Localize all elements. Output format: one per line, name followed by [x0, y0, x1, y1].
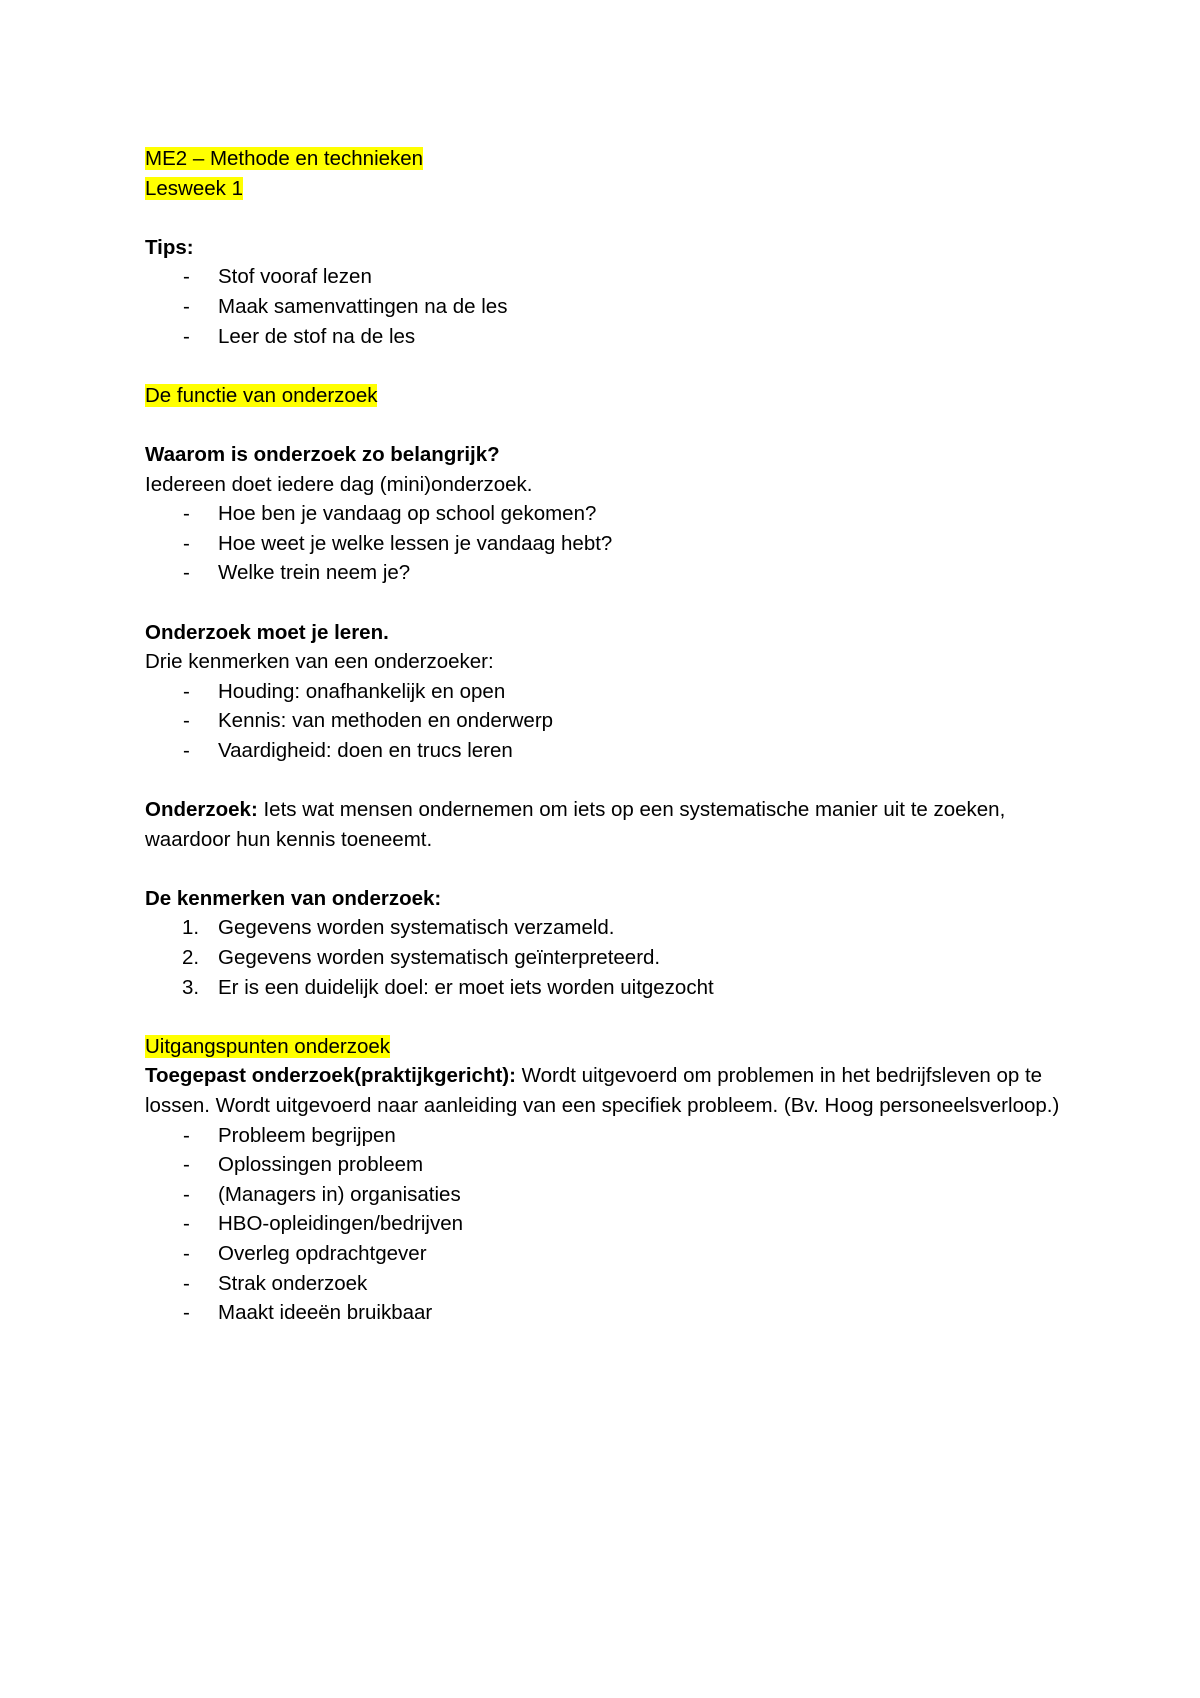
list-number: 3.: [182, 975, 200, 999]
list-item: - Leer de stof na de les: [145, 322, 1075, 352]
list-item: 3. Er is een duidelijk doel: er moet iets worden uitgezocht: [145, 973, 1075, 1003]
characteristics-list: [145, 913, 1075, 1002]
question-heading: Waarom is onderzoek zo belangrijk?: [145, 442, 500, 466]
researcher-traits-list: [145, 677, 1075, 766]
definition-text: Iets wat mensen ondernemen om iets op een systematische manier uit te zoeken, waardoor hun kennis toeneemt.: [145, 798, 1006, 851]
document-subtitle: Lesweek 1: [145, 176, 244, 200]
definition-term: Onderzoek:: [145, 798, 258, 822]
learn-heading: Onderzoek moet je leren.: [145, 620, 389, 644]
list-item: - Hoe weet je welke lessen je vandaag hebt?: [145, 529, 1075, 559]
list-item: - Probleem begrijpen: [145, 1121, 1075, 1151]
section-heading: Uitgangspunten onderzoek: [145, 1034, 391, 1058]
list-item: - Maakt ideeën bruikbaar: [145, 1298, 1075, 1328]
list-item: - HBO-opleidingen/bedrijven: [145, 1209, 1075, 1239]
list-item: - Houding: onafhankelijk en open: [145, 677, 1075, 707]
examples-list: [145, 499, 1075, 588]
document-title: ME2 – Methode en technieken: [145, 147, 424, 170]
list-number: 1.: [182, 916, 200, 940]
intro-text: Iedereen doet iedere dag (mini)onderzoek.: [145, 472, 533, 496]
list-number: 2.: [182, 946, 200, 970]
list-item: 2. Gegevens worden systematisch geïnterpreteerd.: [145, 943, 1075, 973]
list-item: 1. Gegevens worden systematisch verzameld.: [145, 913, 1075, 943]
applied-research-text: Wordt uitgevoerd om problemen in het bedrijfsleven op te lossen. Wordt uitgevoerd naar aanleiding van een specifiek probleem. (Bv. Hoog personeelsverloop.): [145, 1064, 1060, 1117]
tips-list: [145, 262, 1075, 351]
list-item: - (Managers in) organisaties: [145, 1180, 1075, 1210]
applied-research-list: [145, 1121, 1075, 1328]
list-item: - Hoe ben je vandaag op school gekomen?: [145, 499, 1075, 529]
learn-intro: Drie kenmerken van een onderzoeker:: [145, 650, 494, 674]
list-item: - Stof vooraf lezen: [145, 262, 1075, 292]
definition-paragraph: [145, 795, 1075, 854]
document-content: [145, 144, 1075, 1328]
characteristics-heading: De kenmerken van onderzoek:: [145, 886, 442, 910]
list-item: - Strak onderzoek: [145, 1269, 1075, 1299]
section-heading: De functie van onderzoek: [145, 383, 378, 407]
list-item: - Maak samenvattingen na de les: [145, 292, 1075, 322]
list-item: - Vaardigheid: doen en trucs leren: [145, 736, 1075, 766]
tips-heading: Tips:: [145, 235, 194, 259]
list-item: - Oplossingen probleem: [145, 1150, 1075, 1180]
list-item: - Welke trein neem je?: [145, 558, 1075, 588]
list-item: - Overleg opdrachtgever: [145, 1239, 1075, 1269]
applied-research-term: Toegepast onderzoek(praktijkgericht):: [145, 1064, 516, 1088]
applied-research-paragraph: [145, 1061, 1075, 1120]
list-item: - Kennis: van methoden en onderwerp: [145, 706, 1075, 736]
